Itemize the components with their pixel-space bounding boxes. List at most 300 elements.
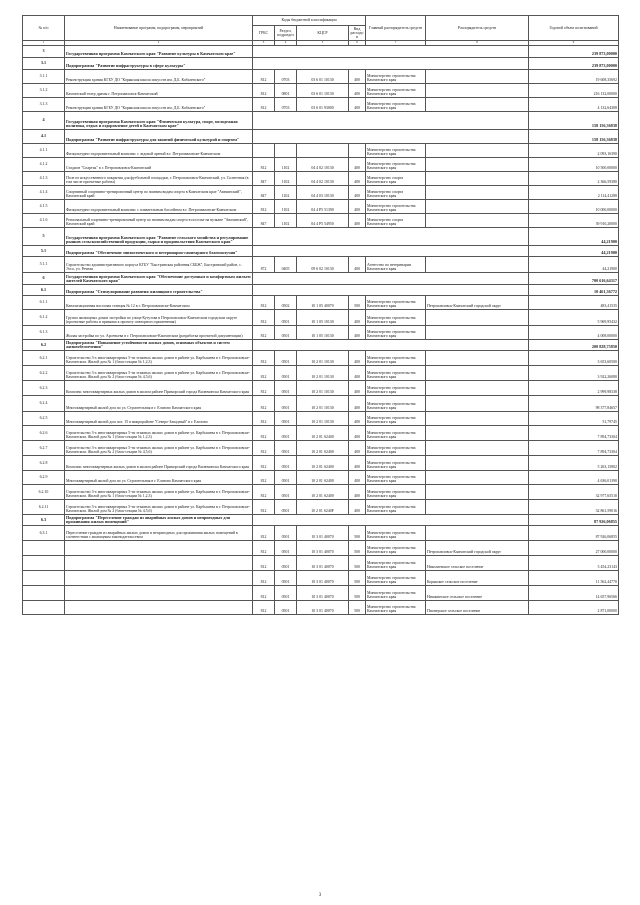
row-rzpr: 0801 <box>275 83 297 97</box>
row-name: Спортивный спортивно-тренировочный центр по зимним видам спорта в Камчатском крае "Авачинский", Камчатский край <box>65 185 253 199</box>
row-main-manager: Министерство строительства Камчатского края <box>366 585 426 600</box>
row-number: 6.3 <box>23 514 65 525</box>
row-sum: 700 616,64317 <box>529 272 619 284</box>
program-row <box>23 111 619 129</box>
empty-cell <box>253 227 529 245</box>
row-manager <box>426 440 529 455</box>
row-name: Поле из искусственного покрытия для футбольной площадки, г. Петропавловск-Камчатский, ул. Солнечная (в том числе проектные работы) <box>65 171 253 185</box>
row-vr: 400 <box>349 83 366 97</box>
row-name: Камчатский театр драмы г. Петропавловск-Камчатский <box>65 83 253 97</box>
row-grbs: 812 <box>253 470 275 484</box>
row-sum: 51,79745 <box>529 411 619 425</box>
row-ksr: 03 6 01 10130 <box>297 69 349 83</box>
row-number: 6.1.2 <box>23 309 65 325</box>
table-row <box>23 185 619 199</box>
row-number <box>23 585 65 600</box>
row-sum: 3 653,60500 <box>529 350 619 365</box>
row-number: 6.2.11 <box>23 499 65 514</box>
table-body <box>23 45 619 614</box>
row-vr: 400 <box>349 256 366 272</box>
row-main-manager: Министерство спорта Камчатского края <box>366 171 426 185</box>
row-name: Строительство 3-х многоквартирных 5-ти этажных жилых домов в районе ул. Карбышева в г. Петропавловске-Камчатском. Жилой дом № 1 (блок-секции № 1,2,3) <box>65 350 253 365</box>
row-vr: 400 <box>349 199 366 213</box>
table-row <box>23 157 619 171</box>
col-codes-header: Коды бюджетной классификации <box>253 16 366 26</box>
row-name: Реконструкция здания КГБУ ДО "Корякская школа искусств им. Д.Б. Кабалевского" <box>65 69 253 83</box>
row-vr: 400 <box>349 440 366 455</box>
row-vr: 400 <box>349 157 366 171</box>
row-name: Строительство 3-х многоквартирных 5-ти этажных жилых домов в районе ул. Карбышева в г. Петропавловске-Камчатском. Жилой дом № 2 (блок-секции № 4,5,6) <box>65 365 253 380</box>
row-grbs: 812 <box>253 83 275 97</box>
row-number <box>23 600 65 614</box>
row-grbs: 812 <box>253 425 275 440</box>
row-name <box>65 585 253 600</box>
budget-table-sheet <box>22 15 618 615</box>
row-name: Подпрограмма "Обеспечение эпизоотического и ветеринарно-санитарного благополучия" <box>65 245 253 256</box>
table-row <box>23 256 619 272</box>
row-rzpr: 0501 <box>275 380 297 395</box>
column-number: 2 <box>65 40 253 45</box>
row-name: Подпрограмма "Повышение устойчивости жилых домов, основных объектов и систем жизнеобеспечения" <box>65 339 253 350</box>
row-name: Региональный спортивно-тренировочный центр по зимним видам спорта в поселке на вулкане "Авачинский", Камчатский край <box>65 213 253 227</box>
row-sum: 200 828,75850 <box>529 339 619 350</box>
table-row <box>23 540 619 555</box>
row-vr: 500 <box>349 570 366 585</box>
column-number: 7 <box>366 40 426 45</box>
row-sum: 2 366,59380 <box>529 171 619 185</box>
row-ksr <box>297 143 349 157</box>
row-name: Канализационная насосная станция № 12 в г. Петропавловске-Камчатском <box>65 295 253 309</box>
row-vr: 400 <box>349 171 366 185</box>
row-number: 6 <box>23 272 65 284</box>
row-vr: 400 <box>349 470 366 484</box>
program-row <box>23 339 619 350</box>
empty-cell <box>253 339 529 350</box>
row-sum: 10 500,00000 <box>529 157 619 171</box>
column-number: 6 <box>349 40 366 45</box>
row-manager <box>426 185 529 199</box>
row-main-manager: Министерство строительства Камчатского края <box>366 395 426 411</box>
row-main-manager: Министерство строительства Камчатского края <box>366 440 426 455</box>
row-number <box>23 570 65 585</box>
row-rzpr: 0501 <box>275 499 297 514</box>
row-name: Государственная программа Камчатского края "Развитие сельского хозяйства и регулирование рынков сельскохозяйственной продукции, сырья и продовольствия Камчатского края" <box>65 227 253 245</box>
row-ksr: 10 3 01 40070 <box>297 600 349 614</box>
row-name: Строительство 3-х многоквартирных 5-ти этажных жилых домов в районе ул. Карбышева в г. Петропавловске-Камчатском. Жилой дом № 2 (блок-секции № 4,5,6) <box>65 499 253 514</box>
row-sum: 87 926,06855 <box>529 514 619 525</box>
table-row <box>23 570 619 585</box>
row-sum: 44,21900 <box>529 256 619 272</box>
row-sum: 216 132,00000 <box>529 83 619 97</box>
row-manager <box>426 455 529 470</box>
row-vr: 400 <box>349 411 366 425</box>
col-ksr-header: КЦСР <box>297 26 349 41</box>
row-main-manager: Министерство строительства Камчатского края <box>366 199 426 213</box>
row-name: Строительство 3-х многоквартирных 5-ти этажных жилых домов в районе ул. Карбышева в г. Петропавловске-Камчатском. Жилой дом № 2 (блок-секции № 4,5,6) <box>65 440 253 455</box>
table-row <box>23 411 619 425</box>
row-rzpr: 0501 <box>275 470 297 484</box>
row-grbs: 812 <box>253 199 275 213</box>
row-rzpr: 0501 <box>275 570 297 585</box>
row-main-manager: Министерство строительства Камчатского края <box>366 83 426 97</box>
row-main-manager: Министерство строительства Камчатского края <box>366 97 426 111</box>
empty-cell <box>253 272 529 284</box>
table-row <box>23 425 619 440</box>
table-row <box>23 395 619 411</box>
row-manager: Пионерское сельское поселение <box>426 600 529 614</box>
row-manager <box>426 157 529 171</box>
row-manager <box>426 213 529 227</box>
table-row <box>23 309 619 325</box>
row-manager <box>426 425 529 440</box>
row-ksr: 03 6 01 93000 <box>297 97 349 111</box>
row-ksr: 10 2 01 10130 <box>297 350 349 365</box>
row-rzpr: 0501 <box>275 425 297 440</box>
column-number: 5 <box>297 40 349 45</box>
row-ksr: 10 2 01 10130 <box>297 380 349 395</box>
row-rzpr: 0501 <box>275 484 297 499</box>
row-number: 3.1.1 <box>23 69 65 83</box>
row-number: 4.1.1 <box>23 143 65 157</box>
row-manager <box>426 83 529 97</box>
row-rzpr: 0501 <box>275 525 297 540</box>
row-main-manager: Министерство строительства Камчатского края <box>366 470 426 484</box>
row-name: Государственная программа Камчатского края "Обеспечение доступным и комфортным жильем жителей Камчатского края" <box>66 273 251 284</box>
row-sum: 4 008,00000 <box>529 325 619 339</box>
row-main-manager: Министерство строительства Камчатского края <box>366 484 426 499</box>
row-sum: 239 873,00000 <box>529 45 619 57</box>
row-rzpr: 0501 <box>275 585 297 600</box>
row-main-manager: Министерство строительства Камчатского края <box>366 157 426 171</box>
table-row <box>23 199 619 213</box>
row-main-manager: Министерство строительства Камчатского края <box>366 295 426 309</box>
col-sum-header: Годовой объем ассигнований <box>529 16 619 41</box>
table-row <box>23 213 619 227</box>
table-row <box>23 365 619 380</box>
row-number: 6.2.6 <box>23 425 65 440</box>
empty-cell <box>253 45 529 57</box>
row-main-manager: Агентство по ветеринарии Камчатского края <box>366 256 426 272</box>
row-ksr: 10 3 01 40070 <box>297 555 349 570</box>
row-name: Группа жилищных домов застройки по улице Кутузова в Петропавловск-Камчатском городском округе (проектные работы и привязка к проекту повторного применения) <box>65 309 253 325</box>
row-sum: 44,21900 <box>529 227 619 245</box>
row-number: 6.2.9 <box>23 470 65 484</box>
table-row <box>23 83 619 97</box>
row-number: 6.2.3 <box>23 380 65 395</box>
col-rzpr-header: Раздел, подраздел <box>275 26 297 41</box>
row-vr: 400 <box>349 380 366 395</box>
row-vr: 400 <box>349 97 366 111</box>
row-ksr: 10 2 01 10130 <box>297 365 349 380</box>
row-manager <box>426 499 529 514</box>
row-manager: Николаевское сельское поселение <box>426 555 529 570</box>
row-grbs: 812 <box>253 309 275 325</box>
row-number: 5.1.1 <box>23 256 65 272</box>
row-sum: 27 000,00000 <box>529 540 619 555</box>
row-grbs: 812 <box>253 525 275 540</box>
row-main-manager: Министерство строительства Камчатского края <box>366 540 426 555</box>
row-ksr: 04 4 03 10130 <box>297 185 349 199</box>
row-ksr: 10 2 01 S240F <box>297 499 349 514</box>
row-number: 3 <box>23 45 65 57</box>
row-number: 6.2.7 <box>23 440 65 455</box>
row-number: 4.1.3 <box>23 171 65 185</box>
row-main-manager: Министерство строительства Камчатского края <box>366 525 426 540</box>
row-rzpr: 0501 <box>275 365 297 380</box>
row-name: Многоквартирный жилой дом поз. 15 в микрорайоне "Северо-Западный" в г. Елизово <box>65 411 253 425</box>
row-vr: 400 <box>349 69 366 83</box>
row-number: 6.1.3 <box>23 325 65 339</box>
row-manager <box>426 525 529 540</box>
row-sum: 98 377,84657 <box>529 395 619 411</box>
row-grbs: 847 <box>253 185 275 199</box>
row-number: 6.2.8 <box>23 455 65 470</box>
row-name: Подпрограмма "Стимулирование развития жилищного строительства" <box>65 284 253 295</box>
empty-cell <box>253 514 529 525</box>
budget-table <box>22 15 619 615</box>
row-manager: Петропавловск-Камчатский городской округ <box>426 540 529 555</box>
row-grbs: 847 <box>253 171 275 185</box>
row-rzpr: 1102 <box>275 213 297 227</box>
row-sum: 158 156,36838 <box>529 111 619 129</box>
row-main-manager: Министерство строительства Камчатского края <box>366 143 426 157</box>
row-vr: 500 <box>349 295 366 309</box>
row-manager <box>426 350 529 365</box>
program-row <box>23 245 619 256</box>
row-rzpr: 0501 <box>275 455 297 470</box>
row-rzpr: 1102 <box>275 185 297 199</box>
row-vr: 400 <box>349 309 366 325</box>
row-grbs: 812 <box>253 411 275 425</box>
program-row <box>23 227 619 245</box>
row-rzpr: 0501 <box>275 350 297 365</box>
column-number: 8 <box>426 40 529 45</box>
row-sum: 239 873,00000 <box>529 57 619 69</box>
page-number: 3 <box>318 893 322 898</box>
row-ksr: 03 6 01 10130 <box>297 83 349 97</box>
row-sum: 39 910,20000 <box>529 213 619 227</box>
row-main-manager: Министерство строительства Камчатского края <box>366 380 426 395</box>
row-rzpr: 0501 <box>275 555 297 570</box>
row-name: Стадион "Спартак" в г. Петропавловск-Камчатский <box>65 157 253 171</box>
row-rzpr: 0501 <box>275 540 297 555</box>
row-main-manager: Министерство строительства Камчатского края <box>366 425 426 440</box>
row-sum: 5 969,95432 <box>529 309 619 325</box>
row-name: Комплекс многоквартирных жилых домов в жилом районе Приморский города Вилючинска Камчатского края <box>65 455 253 470</box>
row-manager <box>426 171 529 185</box>
row-grbs: 872 <box>253 256 275 272</box>
row-grbs: 812 <box>253 555 275 570</box>
empty-cell <box>253 57 529 69</box>
row-ksr: 10 2 01 S2400 <box>297 425 349 440</box>
row-grbs: 812 <box>253 295 275 309</box>
row-grbs: 812 <box>253 570 275 585</box>
row-manager <box>426 325 529 339</box>
row-name <box>65 600 253 614</box>
row-name: Строительство административного корпуса КГБУ "Быстринская районная СББЖ", Быстринский район, с. Эссо, ул. Речная <box>65 256 253 272</box>
row-main-manager: Министерство строительства Камчатского края <box>366 455 426 470</box>
row-vr: 400 <box>349 484 366 499</box>
row-number: 6.2.1 <box>23 350 65 365</box>
row-manager: Корякское сельское поселение <box>426 570 529 585</box>
row-main-manager: Министерство строительства Камчатского края <box>366 325 426 339</box>
row-ksr: 04 4 02 10130 <box>297 157 349 171</box>
row-vr: 400 <box>349 425 366 440</box>
row-sum: 10 461,36772 <box>529 284 619 295</box>
row-name: Государственная программа Камчатского края "Физическая культура, спорт, молодежная политика, отдых и оздоровление детей в Камчатском крае" <box>65 111 253 129</box>
row-ksr: 04 4 P5 54950 <box>297 213 349 227</box>
row-sum: 3 922,26080 <box>529 365 619 380</box>
row-name: Переселение граждан из аварийных жилых домов и непригодных для проживания жилых помещений в соответствии с жилищным законодательством <box>65 525 253 540</box>
row-name: Государственная программа Камчатского края "Развитие культуры в Камчатском крае" <box>65 45 253 57</box>
table-row <box>23 97 619 111</box>
row-grbs: 812 <box>253 365 275 380</box>
row-manager <box>426 309 529 325</box>
row-rzpr: 0501 <box>275 600 297 614</box>
program-row <box>23 57 619 69</box>
row-name: Реконструкция здания КГБУ ДО "Корякская школа искусств им. Д.Б. Кабалевского" <box>65 97 253 111</box>
row-grbs: 812 <box>253 440 275 455</box>
row-number: 6.1 <box>23 284 65 295</box>
row-main-manager: Министерство спорта Камчатского края <box>366 213 426 227</box>
row-number: 3.1.3 <box>23 97 65 111</box>
row-grbs: 847 <box>253 213 275 227</box>
row-grbs: 812 <box>253 395 275 411</box>
row-grbs: 812 <box>253 455 275 470</box>
row-ksr: 10 2 01 S2400 <box>297 470 349 484</box>
row-number: 4.1.4 <box>23 185 65 199</box>
row-main-manager: Министерство строительства Камчатского края <box>366 555 426 570</box>
row-main-manager: Министерство строительства Камчатского края <box>366 600 426 614</box>
row-name: Строительство 3-х многоквартирных 5-ти этажных жилых домов в районе ул. Карбышева в г. Петропавловске-Камчатском. Жилой дом № 1 (блок-секции № 1,2,3) <box>65 484 253 499</box>
row-manager <box>426 470 529 484</box>
row-vr: 400 <box>349 350 366 365</box>
row-ksr: 10 2 01 S2400 <box>297 484 349 499</box>
row-main-manager: Министерство строительства Камчатского края <box>366 499 426 514</box>
column-number: 9 <box>529 40 619 45</box>
table-row <box>23 525 619 540</box>
table-row <box>23 470 619 484</box>
row-ksr: 10 1 05 10130 <box>297 309 349 325</box>
row-sum: 11 562,44770 <box>529 570 619 585</box>
program-row <box>23 284 619 295</box>
row-rzpr: 1102 <box>275 157 297 171</box>
program-row <box>23 45 619 57</box>
row-manager <box>426 380 529 395</box>
row-vr: 400 <box>349 499 366 514</box>
row-number: 4.1.5 <box>23 199 65 213</box>
row-name: Подпрограмма "Переселение граждан из аварийных жилых домов и непригодных для проживания жилых помещений" <box>65 514 253 525</box>
row-rzpr: 0501 <box>275 411 297 425</box>
row-grbs <box>253 143 275 157</box>
row-number: 6.2.2 <box>23 365 65 380</box>
header-row <box>23 16 619 26</box>
row-number: 6.3.1 <box>23 525 65 540</box>
row-grbs: 812 <box>253 540 275 555</box>
row-grbs: 812 <box>253 499 275 514</box>
col-rp-header: Распорядитель средств <box>426 16 529 41</box>
row-number: 6.2 <box>23 339 65 350</box>
row-sum: 483,41535 <box>529 295 619 309</box>
row-rzpr: 0501 <box>275 309 297 325</box>
row-rzpr: 0501 <box>275 440 297 455</box>
row-rzpr: 0501 <box>275 325 297 339</box>
row-main-manager: Министерство строительства Камчатского края <box>366 309 426 325</box>
row-number: 4.1 <box>23 129 65 143</box>
row-vr: 500 <box>349 540 366 555</box>
row-name: Физкультурно-оздоровительный комплекс с плавательным бассейном в г. Петропавловске-Камчатском <box>65 199 253 213</box>
row-main-manager: Министерство строительства Камчатского края <box>366 69 426 83</box>
row-grbs: 812 <box>253 484 275 499</box>
row-number: 6.2.4 <box>23 395 65 411</box>
row-vr <box>349 143 366 157</box>
row-rzpr: 0502 <box>275 295 297 309</box>
row-name: Жилая застройка по ул. Арсеньева в г. Петропавловске-Камчатском (разработка проектной документации) <box>65 325 253 339</box>
empty-cell <box>253 284 529 295</box>
row-vr: 500 <box>349 600 366 614</box>
row-ksr: 10 3 01 40070 <box>297 525 349 540</box>
col-vr-header: Вид расходов <box>349 26 366 41</box>
program-row <box>23 272 619 284</box>
row-sum: 2 114,41288 <box>529 185 619 199</box>
row-grbs: 812 <box>253 350 275 365</box>
row-name <box>65 570 253 585</box>
row-number <box>23 555 65 570</box>
column-number: 3 <box>253 40 275 45</box>
row-name: Строительство 3-х многоквартирных 5-ти этажных жилых домов в районе ул. Карбышева в г. Петропавловске-Камчатском. Жилой дом № 1 (блок-секции № 1,2,3) <box>65 425 253 440</box>
row-manager <box>426 256 529 272</box>
row-name: Физкультурно-оздоровительный комплекс с ледовой ареной в г. Петропавловске-Камчатском <box>65 143 253 157</box>
row-ksr: 10 1 05 10130 <box>297 325 349 339</box>
row-ksr: 10 3 01 40070 <box>297 540 349 555</box>
table-row <box>23 380 619 395</box>
table-row <box>23 499 619 514</box>
row-grbs: 812 <box>253 585 275 600</box>
row-sum: 44,21900 <box>529 245 619 256</box>
row-number: 4.1.2 <box>23 157 65 171</box>
table-row <box>23 295 619 309</box>
row-ksr: 10 2 01 S2400 <box>297 455 349 470</box>
row-main-manager: Министерство строительства Камчатского края <box>366 411 426 425</box>
row-sum: 87 926,06855 <box>529 525 619 540</box>
table-row <box>23 585 619 600</box>
empty-cell <box>253 111 529 129</box>
row-number: 4 <box>23 111 65 129</box>
row-name: Многоквартирный жилой дом по ул. Строительная в г. Елизово Камчатского края <box>65 395 253 411</box>
row-sum: 4 636,01390 <box>529 470 619 484</box>
row-sum: 19 608,35692 <box>529 69 619 83</box>
row-sum: 3 454,23143 <box>529 555 619 570</box>
row-number: 6.1.1 <box>23 295 65 309</box>
row-vr: 400 <box>349 325 366 339</box>
row-sum: 7 894,73304 <box>529 440 619 455</box>
row-grbs: 812 <box>253 325 275 339</box>
row-rzpr: 1102 <box>275 171 297 185</box>
row-ksr: 10 2 01 S2400 <box>297 440 349 455</box>
table-row <box>23 555 619 570</box>
row-rzpr: 0501 <box>275 395 297 411</box>
row-manager: Петропавловск-Камчатский городской округ <box>426 295 529 309</box>
table-row <box>23 455 619 470</box>
row-name: Подпрограмма "Развитие инфраструктуры для занятий физической культурой и спортом" <box>65 129 253 143</box>
row-sum: 5 263,15802 <box>529 455 619 470</box>
row-name: Многоквартирный жилой дом по ул. Строительная в г. Елизово Камчатского края <box>65 470 253 484</box>
row-rzpr: 0703 <box>275 97 297 111</box>
row-grbs: 812 <box>253 97 275 111</box>
row-name <box>65 555 253 570</box>
row-number: 5.1 <box>23 245 65 256</box>
row-sum: 2 093,16390 <box>529 143 619 157</box>
